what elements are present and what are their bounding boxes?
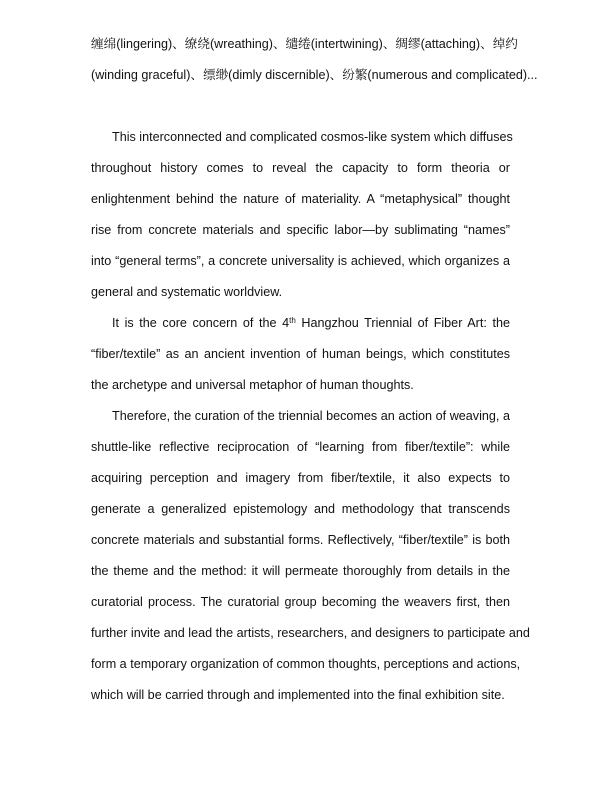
text-line: general and systematic worldview.	[91, 285, 283, 299]
text-line: which will be carried through and implemented into the final exhibition site.	[91, 688, 505, 702]
text-line: Therefore, the curation of the triennial becomes an action of weaving, a	[112, 409, 510, 423]
text-line: the archetype and universal metaphor of human thoughts.	[91, 378, 414, 392]
text-line	[91, 308, 510, 339]
text-line: curatorial process. The curatorial group becoming the weavers first, then	[91, 595, 510, 609]
text-fragment: It is the core concern of the 4	[112, 316, 290, 330]
intro-terms-paragraph	[91, 29, 538, 91]
text-fragment: Hangzhou Triennial of Fiber Art: the	[295, 316, 510, 330]
text-line: rise from concrete materials and specific labor—by sublimating “names”	[91, 223, 510, 237]
paragraph-curation-weaving	[91, 401, 530, 711]
text-line: form a temporary organization of common thoughts, perceptions and actions,	[91, 657, 521, 671]
text-line: (winding graceful)、缥缈(dimly discernible)、纷繁(numerous and complicated)...	[91, 68, 538, 82]
paragraph-core-concern	[91, 308, 510, 401]
text-line: the theme and the method: it will permeate thoroughly from details in the	[91, 564, 510, 578]
text-line: throughout history comes to reveal the capacity to form theoria or	[91, 161, 510, 175]
text-line: acquiring perception and imagery from fiber/textile, it also expects to	[91, 471, 510, 485]
text-line: 缠绵(lingering)、缭绕(wreathing)、缱绻(intertwining)、绸缪(attaching)、绰约	[91, 37, 518, 51]
document-page	[91, 29, 538, 711]
text-line: This interconnected and complicated cosmos-like system which diffuses	[112, 130, 513, 144]
text-line: concrete materials and substantial forms. Reflectively, “fiber/textile” is both	[91, 533, 510, 547]
paragraph-spacer	[91, 91, 510, 122]
paragraph-cosmos-system	[91, 122, 513, 308]
text-line: generate a generalized epistemology and methodology that transcends	[91, 502, 510, 516]
text-line: enlightenment behind the nature of materiality. A “metaphysical” thought	[91, 192, 510, 206]
text-line: further invite and lead the artists, researchers, and designers to participate and	[91, 626, 530, 640]
text-line: “fiber/textile” as an ancient invention of human beings, which constitutes	[91, 347, 510, 361]
ordinal-superscript: th	[289, 316, 296, 325]
text-line: into “general terms”, a concrete universality is achieved, which organizes a	[91, 254, 510, 268]
text-line: shuttle-like reflective reciprocation of “learning from fiber/textile”: while	[91, 440, 510, 454]
